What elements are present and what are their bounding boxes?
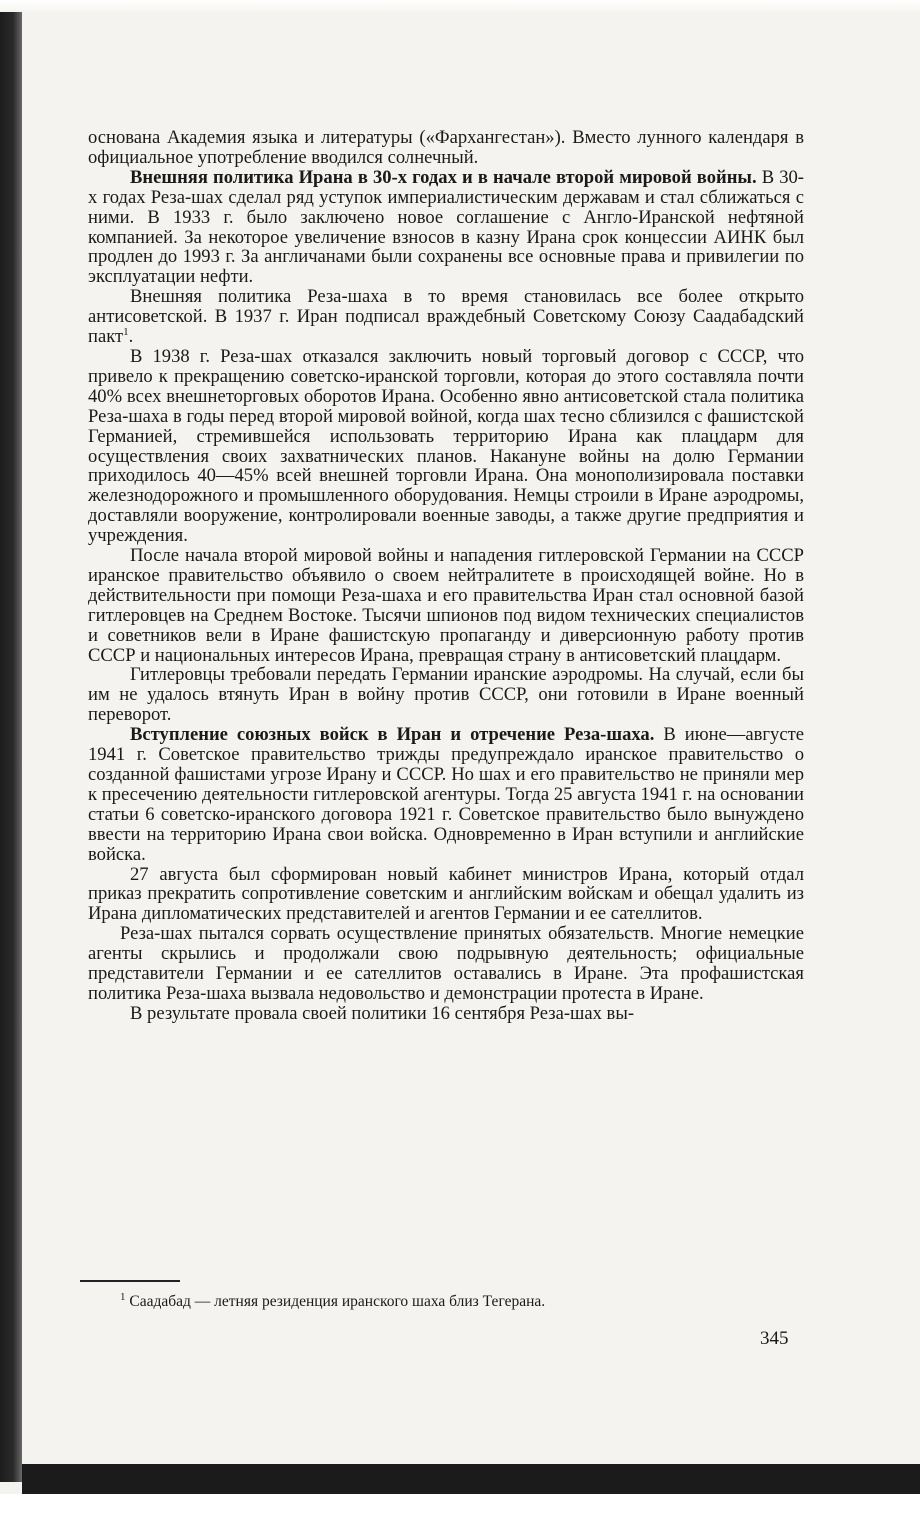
- paragraph-10: [88, 1004, 804, 1024]
- paragraph-8: [88, 865, 804, 925]
- footnote-reference: 1: [123, 325, 129, 338]
- scan-bottom-margin: [0, 1494, 920, 1526]
- paragraph-text: В июне—августе 1941 г. Советское правительство трижды предупреждало иранское правительство о созданной фашистами угрозе Ирану и СССР. Но шах и его правительство не приняли мер к пресечению деятельности гитлеровской агентуры. Тогда 25 августа 1941 г. на основании статьи 6 советско-иранского договора 1921 г. Советское правительство было вынуждено ввести на территорию Ирана свои войска. Одновременно в Иран вступили и английские войска.: [88, 724, 804, 865]
- paragraph-7: [88, 725, 804, 864]
- footnote-divider: [80, 1280, 180, 1282]
- paragraph-text: Реза-шах пытался сорвать осуществление принятых обязательств. Многие немецкие агенты скрылись и продолжали свою подрывную деятельность; официальные представители Германии и ее сателлитов оставались в Иране. Эта профашистская политика Реза-шаха вызвала недовольство и демонстрации протеста в Иране.: [88, 923, 804, 1004]
- scan-bottom-shadow: [22, 1464, 920, 1494]
- paragraph-text: В результате провала своей политики 16 сентября Реза-шах вы-: [130, 1002, 635, 1024]
- paragraph-4: [88, 347, 804, 546]
- paragraph-period: .: [128, 326, 134, 348]
- paragraph-text: После начала второй мировой войны и нападения гитлеровской Германии на СССР иранское правительство объявило о своем нейтралитете в происходящей войне. Но в действительности при помощи Реза-шаха и его правительства Иран стал основной базой гитлеровцев на Среднем Востоке. Тысячи шпионов под видом технических специалистов и советников вели в Иране фашистскую пропаганду и диверсионную работу против СССР и национальных интересов Ирана, превращая страну в антисоветский плацдарм.: [88, 545, 804, 666]
- section-heading-allied-entry: Вступление союзных войск в Иран и отречение Реза-шаха.: [130, 724, 655, 746]
- paragraph-3: [88, 287, 804, 347]
- paragraph-2: [88, 168, 804, 287]
- footnote: [120, 1290, 800, 1311]
- page-number: 345: [760, 1328, 789, 1349]
- scan-top-margin: [0, 0, 920, 14]
- paragraph-text: основана Академия языка и литературы («Фархангестан»). Вместо лунного календаря в официальное употребление вводился солнечный.: [88, 127, 804, 168]
- paragraph-text: В 1938 г. Реза-шах отказался заключить новый торговый договор с СССР, что привело к прекращению советско-иранской торговли, которая до этого составляла почти 40% всех внешнеторговых оборотов Ирана. Особенно явно антисоветской стала политика Реза-шаха в годы перед второй мировой войной, когда шах тесно сблизился с фашистской Германией, стремившейся использовать территорию Ирана как плацдарм для осуществления своих захватнических планов. Накануне войны на долю Германии приходилось 40—45% всей внешней торговли Ирана. Она монополизировала поставки железнодорожного и промышленного оборудования. Немцы строили в Иране аэродромы, доставляли вооружение, контролировали военные заводы, а также другие предприятия и учреждения.: [88, 345, 804, 547]
- paragraph-9: [88, 924, 804, 1004]
- paragraph-1: [88, 128, 804, 168]
- paragraph-5: [88, 546, 804, 665]
- paragraph-text: 27 августа был сформирован новый кабинет министров Ирана, который отдал приказ прекратить сопротивление советским и английским войскам и обещал удалить из Ирана дипломатических представителей и агентов Германии и ее сателлитов.: [88, 863, 804, 925]
- footnote-text: Саадабад — летняя резиденция иранского шаха близ Тегерана.: [129, 1293, 546, 1310]
- paragraph-6: [88, 665, 804, 725]
- footnote-mark: 1: [120, 1290, 126, 1303]
- paragraph-text: Гитлеровцы требовали передать Германии иранские аэродромы. На случай, если бы им не удалось втянуть Иран в войну против СССР, они готовили в Иране военный переворот.: [88, 664, 804, 726]
- body-text: [88, 128, 804, 1024]
- paragraph-text: Внешняя политика Реза-шаха в то время становилась все более открыто антисоветской. В 1937 г. Иран подписал враждебный Советскому Союзу Саадабадский пакт: [88, 286, 804, 348]
- scan-binding-shadow: [0, 12, 22, 1482]
- paragraph-text: В 30-х годах Реза-шах сделал ряд уступок империалистическим державам и стал сближаться с ними. В 1933 г. было заключено новое соглашение с Англо-Иранской нефтяной компанией. За некоторое увеличение взносов в казну Ирана срок концессии АИНК был продлен до 1993 г. За англичанами были сохранены все основные права и привилегии по эксплуатации нефти.: [88, 166, 804, 288]
- section-heading-foreign-policy: Внешняя политика Ирана в 30-х годах и в начале второй мировой войны.: [130, 166, 757, 188]
